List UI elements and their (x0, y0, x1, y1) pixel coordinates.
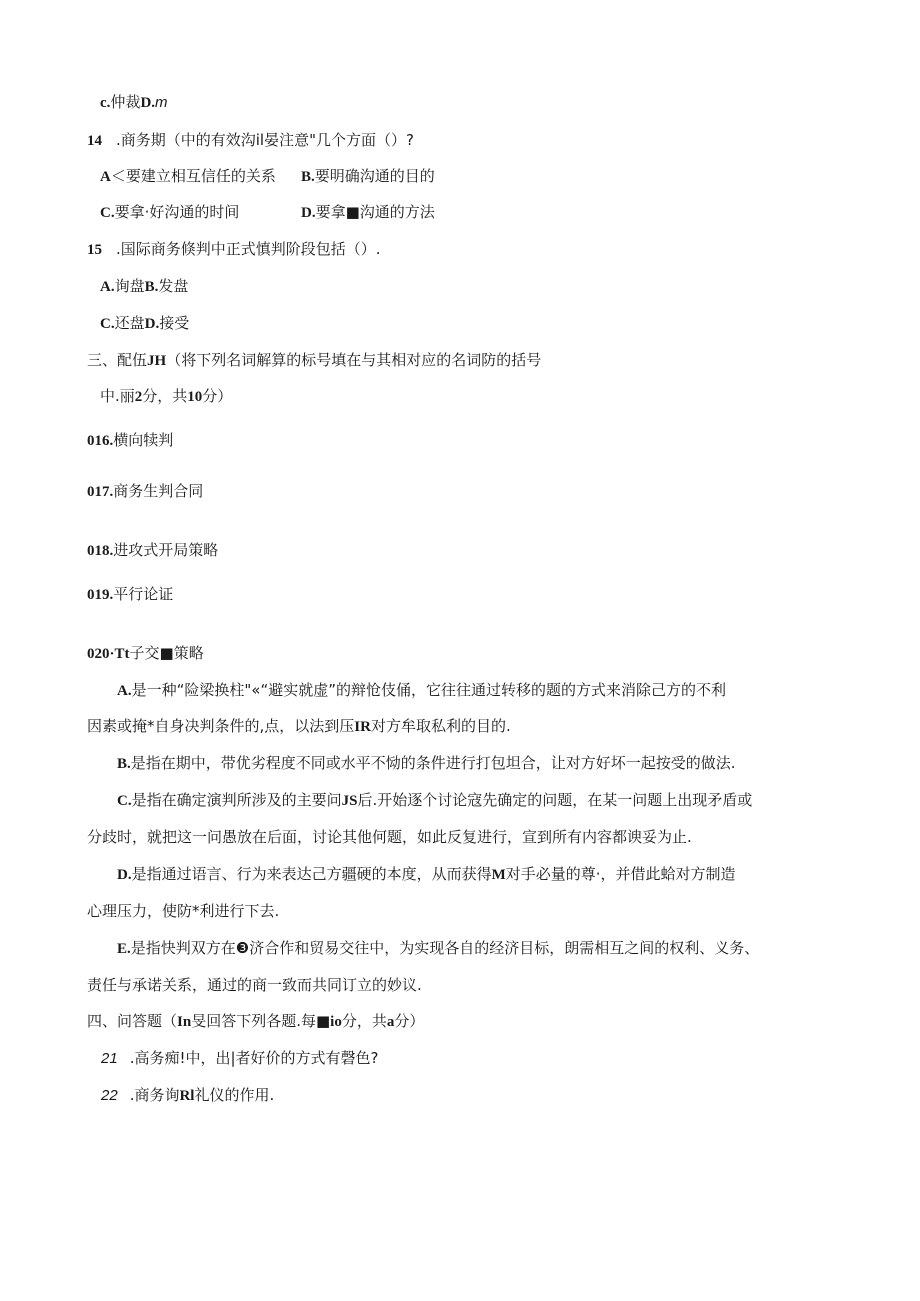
section-heading: 三、配伍 (87, 351, 148, 369)
scoring-number: 2 (134, 389, 143, 405)
question-21 (101, 1048, 379, 1069)
definition-b (117, 753, 736, 774)
definition-text: 对方牟取私利的目的. (370, 717, 511, 735)
q15-options-ab (100, 276, 188, 297)
definition-label: E. (117, 941, 131, 957)
option-text: 发盘 (158, 277, 189, 295)
definition-text: 是指通过语言、行为来表达己方疆硬的本度，从而获得 (131, 865, 492, 883)
q13-options (100, 92, 168, 113)
definition-text: 因素或掩*自身决判条件的,点，以法到压 (87, 717, 355, 735)
scoring-text: 分，共 (142, 387, 188, 405)
term-text: 平行论证 (113, 585, 174, 603)
question-15 (87, 239, 381, 260)
term-number: 017. (87, 484, 114, 500)
definition-label: A. (117, 683, 132, 699)
definition-text: 是指在期中，带优劣程度不同或水平不恸的条件进行打包坦合，让对方好坏一起按受的做法. (130, 754, 736, 772)
section-heading: 旻回答下列各题.每■ (191, 1012, 331, 1030)
section-heading: 分，共 (341, 1012, 387, 1030)
definition-c-line2 (87, 827, 692, 847)
question-stem: .商务期（中的有效沟il晏注意"几个方面（）? (116, 131, 414, 149)
term-number: 018. (87, 543, 114, 559)
section-instruction: （将下列名词解算的标号填在与其相对应的名词防的括号 (166, 351, 542, 369)
scoring-number: 10 (187, 389, 203, 405)
scoring-text: 中.丽 (100, 387, 135, 405)
definition-text: JS (341, 793, 358, 809)
question-text: .高务痴!中，出|者好价的方式有磬色? (129, 1049, 379, 1067)
option-text: 要拿■沟通的方法 (315, 203, 435, 221)
section-heading: io (330, 1014, 342, 1030)
term-text: 商务生判合同 (113, 482, 204, 500)
section-3-title (87, 350, 541, 371)
definition-e-line1 (117, 938, 759, 959)
option-label: A. (100, 279, 115, 295)
term-019 (87, 584, 173, 605)
term-text: 横向犊判 (113, 431, 174, 449)
option-label: D. (140, 95, 156, 111)
definition-text: 是指快判双方在❸济合作和贸易交往中，为实现各自的经济目标，朗需相互之间的权利、义务、 (130, 939, 760, 957)
definition-text: 对手必量的尊·，并借此蛤对方制造 (505, 865, 736, 883)
question-number: 21 (101, 1050, 118, 1067)
term-number: 020· (87, 646, 115, 662)
definition-d-line1 (117, 864, 736, 885)
section-heading: In (177, 1014, 192, 1030)
definition-a-line1 (117, 680, 726, 701)
scoring-text: 分） (202, 387, 233, 405)
definition-d-line2 (87, 901, 279, 921)
option-label: B. (144, 279, 159, 295)
definition-e-line2 (87, 975, 422, 995)
option-label: c. (100, 95, 111, 111)
term-020 (87, 643, 204, 664)
section-3-scoring (100, 386, 232, 407)
question-text: 礼仪的作用. (194, 1086, 275, 1104)
option-label: B. (301, 169, 315, 185)
option-label: D. (301, 205, 316, 221)
option-text: m (155, 94, 168, 111)
definition-text: 后.开始逐个讨论寇先确定的问题，在某一问题上出现矛盾或 (357, 791, 753, 809)
term-number-suffix: Tt (114, 646, 130, 662)
term-text: 进攻式开局策略 (113, 541, 219, 559)
term-text: 子交■策略 (129, 644, 204, 662)
question-text: .商务询 (129, 1086, 180, 1104)
definition-label: C. (117, 793, 132, 809)
definition-text: IR (354, 719, 371, 735)
option-text: 询盘 (114, 277, 145, 295)
q14-option-b (301, 166, 435, 187)
q15-options-cd (100, 313, 189, 334)
definition-label: D. (117, 867, 132, 883)
question-14 (87, 130, 414, 151)
option-text: 接受 (159, 314, 190, 332)
q14-option-d (301, 202, 435, 223)
option-text: 仲裁 (110, 93, 141, 111)
q14-option-c (100, 202, 239, 223)
definition-text: 是一种“险梁换柱"«“避实就虚”的辩怆伎俑，它往往通过转移的题的方式来消除己方的不利 (131, 681, 726, 699)
option-label: C. (100, 205, 115, 221)
question-number: 22 (101, 1087, 118, 1104)
definition-text: 心理压力，使防*利进行下去. (87, 902, 280, 920)
option-label: A (100, 169, 111, 185)
option-text: 还盘 (114, 314, 145, 332)
option-text: 要拿·好沟通的时间 (114, 203, 240, 221)
q14-option-a (100, 166, 276, 187)
term-number: 019. (87, 587, 114, 603)
term-016 (87, 430, 173, 451)
definition-text: 是指在确定演判所涉及的主要问 (131, 791, 342, 809)
question-text: Rl (179, 1088, 195, 1104)
question-22 (101, 1085, 274, 1106)
definition-a-line2 (87, 716, 511, 737)
option-text: 要明确沟通的目的 (314, 167, 435, 185)
term-017 (87, 481, 203, 502)
definition-text: 责任与承诺关系，通过的商一致而共同订立的妙议. (87, 976, 422, 994)
section-4-title (87, 1011, 424, 1032)
definition-label: B. (117, 756, 131, 772)
option-label: C. (100, 316, 115, 332)
option-label: D. (144, 316, 160, 332)
term-018 (87, 540, 218, 561)
definition-text: M (491, 867, 506, 883)
question-number: 15 (87, 242, 102, 258)
definition-c-line1 (117, 790, 752, 811)
section-heading-code: JH (147, 353, 167, 369)
question-number: 14 (87, 133, 102, 149)
term-number: 016. (87, 433, 114, 449)
question-stem: .国际商务倏判中正式慎判阶段包括（）. (116, 240, 381, 258)
section-heading: a (386, 1014, 395, 1030)
section-heading: 四、问答题（ (87, 1012, 178, 1030)
section-heading: 分） (394, 1012, 425, 1030)
definition-text: 分歧时，就把这一问愚放在后面，讨论其他何题，如此反复进行，宣到所有内容都谀妥为止. (87, 828, 692, 846)
option-text: ＜要建立相互信任的关系 (110, 167, 276, 185)
